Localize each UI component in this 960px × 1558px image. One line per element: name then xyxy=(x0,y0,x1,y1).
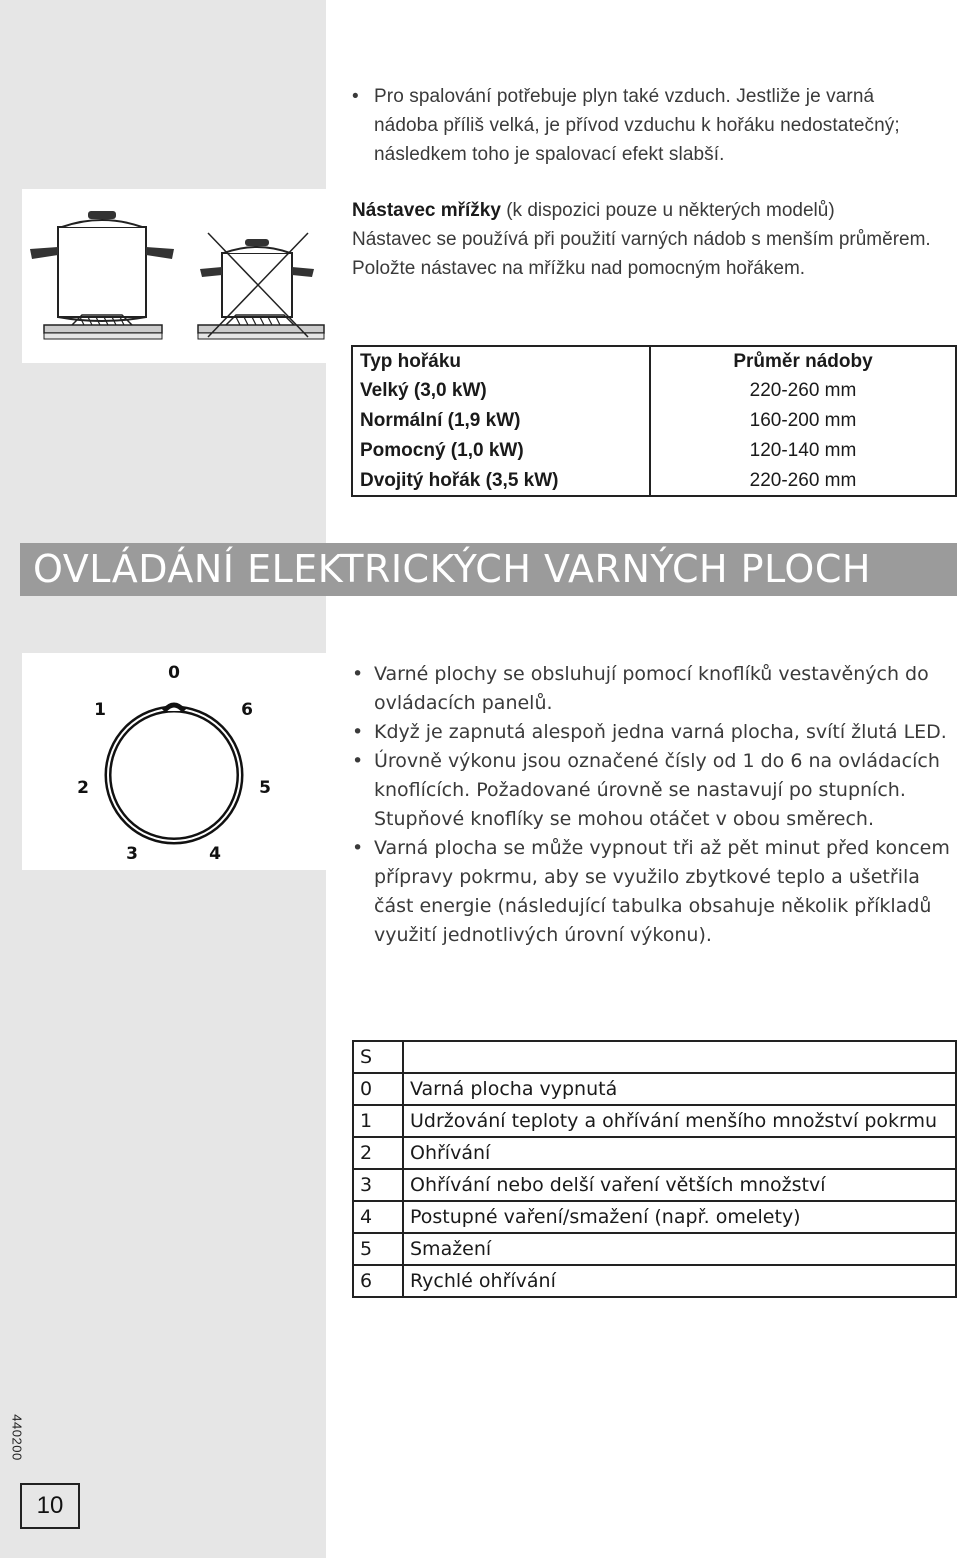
table-cell: 5 xyxy=(353,1233,403,1265)
table-cell: 6 xyxy=(353,1265,403,1297)
table-cell: 0 xyxy=(353,1073,403,1105)
table-row xyxy=(353,1137,956,1169)
table-row xyxy=(353,1201,956,1233)
knob-illustration xyxy=(22,653,326,870)
table-cell: 220-260 mm xyxy=(650,376,956,406)
document-code: 440200 xyxy=(9,1414,25,1461)
hob-bullet-list xyxy=(352,660,952,950)
table-cell: Pomocný (1,0 kW) xyxy=(352,436,650,466)
knob-label-5: 5 xyxy=(259,778,271,798)
table-cell: 3 xyxy=(353,1169,403,1201)
table-cell: 160-200 mm xyxy=(650,406,956,436)
table-row xyxy=(352,466,956,496)
grid-attachment-note: (k dispozici pouze u některých modelů) xyxy=(500,200,835,221)
table-row xyxy=(353,1073,956,1105)
table-row xyxy=(353,1105,956,1137)
table-cell: Rychlé ohřívání xyxy=(403,1265,956,1297)
table-cell: Smažení xyxy=(403,1233,956,1265)
table-cell: Dvojitý hořák (3,5 kW) xyxy=(352,466,650,496)
table-row xyxy=(353,1169,956,1201)
grid-attachment-title: Nástavec mřížky xyxy=(352,200,501,221)
knob-label-2: 2 xyxy=(77,778,89,798)
hob-bullet: • Úrovně výkonu jsou označené čísly od 1 do 6 na ovládacích knoflících. Požadované úrovně se nastavují po stupních. Stupňové knoflíky se mohou otáčet v obou směrech. xyxy=(352,747,952,834)
intro-bullet-list xyxy=(352,82,942,169)
table-header-cell: Typ hořáku xyxy=(352,346,650,376)
hob-bullet: • Když je zapnutá alespoň jedna varná plocha, svítí žlutá LED. xyxy=(352,718,952,747)
table-cell: Varná plocha vypnutá xyxy=(403,1073,956,1105)
hob-bullet: • Varná plocha se může vypnout tři až pět minut před koncem přípravy pokrmu, aby se využilo zbytkové teplo a ušetřila část energie (následující tabulka obsahuje několik příkladů využití jednotlivých úrovní výkonu). xyxy=(352,834,952,950)
hob-bullet: • Varné plochy se obsluhují pomocí knoflíků vestavěných do ovládacích panelů. xyxy=(352,660,952,718)
knob-label-6: 6 xyxy=(241,700,253,720)
table-header-row xyxy=(352,346,956,376)
table-cell: 120-140 mm xyxy=(650,436,956,466)
table-cell: Ohřívání xyxy=(403,1137,956,1169)
knob-label-1: 1 xyxy=(94,700,106,720)
table-cell: Ohřívání nebo delší vaření větších množství xyxy=(403,1169,956,1201)
table-cell: 220-260 mm xyxy=(650,466,956,496)
page-number: 10 xyxy=(20,1483,80,1529)
table-header-cell: S xyxy=(353,1041,403,1073)
power-levels-table xyxy=(352,1040,957,1298)
knob-label-3: 3 xyxy=(126,844,138,864)
table-cell: 1 xyxy=(353,1105,403,1137)
table-cell: Postupné vaření/smažení (např. omelety) xyxy=(403,1201,956,1233)
control-knob-dial xyxy=(22,653,326,870)
table-row xyxy=(353,1265,956,1297)
table-row xyxy=(352,376,956,406)
table-row xyxy=(353,1233,956,1265)
table-cell: 2 xyxy=(353,1137,403,1169)
grid-attachment-text: Nástavec se používá při použití varných nádob s menším průměrem. Položte nástavec na mřížku nad pomocným hořákem. xyxy=(352,229,931,279)
section-header-bar xyxy=(20,543,957,596)
intro-bullet: • Pro spalování potřebuje plyn také vzduch. Jestliže je varná nádoba příliš velká, je přívod vzduchu k hořáku nedostatečný; následkem toho je spalovací efekt slabší. xyxy=(352,82,942,169)
grid-attachment-paragraph xyxy=(352,196,932,283)
table-row xyxy=(352,406,956,436)
knob-label-0: 0 xyxy=(168,663,180,683)
table-header-cell xyxy=(403,1041,956,1073)
table-cell: Udržování teploty a ohřívání menšího množství pokrmu xyxy=(403,1105,956,1137)
table-header-cell: Průměr nádoby xyxy=(650,346,956,376)
table-cell: Normální (1,9 kW) xyxy=(352,406,650,436)
table-row xyxy=(352,436,956,466)
table-header-row xyxy=(353,1041,956,1073)
table-cell: 4 xyxy=(353,1201,403,1233)
pots-illustration xyxy=(22,189,332,363)
knob-label-4: 4 xyxy=(209,844,221,864)
section-title: OVLÁDÁNÍ ELEKTRICKÝCH VARNÝCH PLOCH xyxy=(33,547,871,591)
pot-on-grid-figure xyxy=(22,189,332,363)
burner-size-table xyxy=(351,345,957,497)
table-cell: Velký (3,0 kW) xyxy=(352,376,650,406)
